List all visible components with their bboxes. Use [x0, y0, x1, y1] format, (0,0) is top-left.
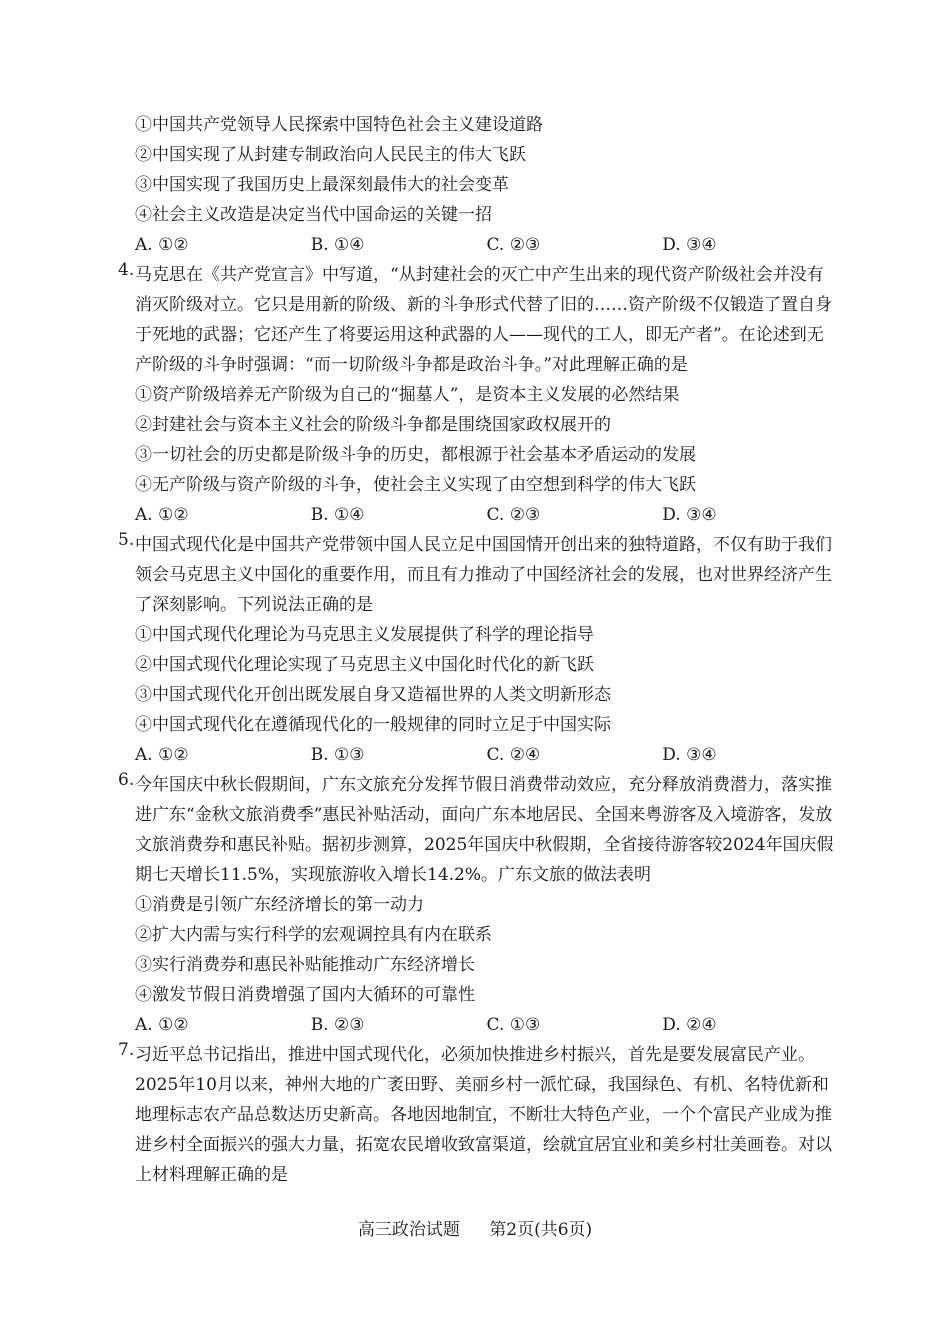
q3-choice-a: A. ①② [135, 235, 189, 255]
q3-option-3: ③中国实现了我国历史上最深刻最伟大的社会变革 [135, 175, 509, 195]
q5-choice-b: B. ①③ [310, 745, 365, 765]
q3-choice-d: D. ③④ [662, 235, 717, 255]
q5-choice-a: A. ①② [135, 745, 189, 765]
page-footer [0, 1215, 950, 1245]
q6-choices [118, 1010, 838, 1040]
footer-page-number: 第2页(共6页) [489, 1220, 593, 1240]
q3-choice-c: C. ②③ [486, 235, 541, 255]
q7-number: 7. [118, 1040, 135, 1060]
q6-option-1: ①消费是引领广东经济增长的第一动力 [135, 895, 424, 915]
q6-choice-d: D. ②④ [662, 1015, 717, 1035]
q5-option-3: ③中国式现代化开创出既发展自身又造福世界的人类文明新形态 [135, 685, 611, 705]
q6-choice-a: A. ①② [135, 1015, 189, 1035]
q6-option-4: ④激发节假日消费增强了国内大循环的可靠性 [135, 985, 475, 1005]
question-5 [118, 530, 838, 770]
q4-option-2: ②封建社会与资本主义社会的阶级斗争都是围绕国家政权展开的 [135, 415, 611, 435]
q3-option-4: ④社会主义改造是决定当代中国命运的关键一招 [135, 205, 492, 225]
question-7 [118, 1040, 838, 1190]
q6-option-2: ②扩大内需与实行科学的宏观调控具有内在联系 [135, 925, 492, 945]
q4-option-3: ③一切社会的历史都是阶级斗争的历史，都根源于社会基本矛盾运动的发展 [135, 445, 696, 465]
q4-stem: 马克思在《共产党宣言》中写道，“从封建社会的灭亡中产生出来的现代资产阶级社会并没有消灭阶级对立。它只是用新的阶级、新的斗争形式代替了旧的……资产阶级不仅锻造了置自身于死地的武器；它还产生了将要运用这种武器的人——现代的工人，即无产者”。在论述到无产阶级的斗争时强调：“而一切阶级斗争都是政治斗争。”对此理解正确的是 [135, 265, 832, 375]
q5-stem: 中国式现代化是中国共产党带领中国人民立足中国国情开创出来的独特道路，不仅有助于我们领会马克思主义中国化的重要作用，而且有力推动了中国经济社会的发展，也对世界经济产生了深刻影响。下列说法正确的是 [135, 535, 832, 615]
q4-option-4: ④无产阶级与资产阶级的斗争，使社会主义实现了由空想到科学的伟大飞跃 [135, 475, 696, 495]
q5-option-4: ④中国式现代化在遵循现代化的一般规律的同时立足于中国实际 [135, 715, 611, 735]
q6-stem: 今年国庆中秋长假期间，广东文旅充分发挥节假日消费带动效应，充分释放消费潜力，落实推进广东“金秋文旅消费季”惠民补贴活动，面向广东本地居民、全国来粤游客及入境游客，发放文旅消费券和惠民补贴。据初步测算，2025年国庆中秋假期，全省接待游客较2024年国庆假期七天增长11.5%，实现旅游收入增长14.2%。广东文旅的做法表明 [135, 775, 834, 885]
q4-choice-d: D. ③④ [662, 505, 717, 525]
footer-title: 高三政治试题 [357, 1220, 460, 1240]
q3-option-2: ②中国实现了从封建专制政治向人民民主的伟大飞跃 [135, 145, 526, 165]
q3-choice-b: B. ①④ [310, 235, 365, 255]
question-4 [118, 260, 838, 530]
q5-option-2: ②中国式现代化理论实现了马克思主义中国化时代化的新飞跃 [135, 655, 594, 675]
q4-choice-a: A. ①② [135, 505, 189, 525]
q5-choice-d: D. ③④ [662, 745, 717, 765]
q6-option-3: ③实行消费券和惠民补贴能推动广东经济增长 [135, 955, 475, 975]
q4-choices [118, 500, 838, 530]
q4-choice-b: B. ①④ [310, 505, 365, 525]
q4-option-1: ①资产阶级培养无产阶级为自己的“掘墓人”，是资本主义发展的必然结果 [135, 385, 680, 405]
q7-stem: 习近平总书记指出，推进中国式现代化，必须加快推进乡村振兴，首先是要发展富民产业。2025年10月以来，神州大地的广袤田野、美丽乡村一派忙碌，我国绿色、有机、名特优新和地理标志农产品总数达历史新高。各地因地制宜，不断壮大特色产业，一个个富民产业成为推进乡村全面振兴的强大力量，拓宽农民增收致富渠道，绘就宜居宜业和美乡村壮美画卷。对以上材料理解正确的是 [135, 1045, 832, 1185]
q5-choice-c: C. ②④ [486, 745, 541, 765]
q6-choice-b: B. ②③ [310, 1015, 365, 1035]
q3-choices [118, 230, 838, 260]
q6-number: 6. [118, 770, 135, 790]
q3-option-1: ①中国共产党领导人民探索中国特色社会主义建设道路 [135, 115, 543, 135]
question-3-tail [118, 110, 838, 260]
page-content [118, 110, 838, 1190]
q5-option-1: ①中国式现代化理论为马克思主义发展提供了科学的理论指导 [135, 625, 594, 645]
q4-number: 4. [118, 260, 135, 280]
q5-choices [118, 740, 838, 770]
q5-number: 5. [118, 530, 135, 550]
q6-choice-c: C. ①③ [486, 1015, 541, 1035]
question-6 [118, 770, 838, 1040]
q4-choice-c: C. ②③ [486, 505, 541, 525]
